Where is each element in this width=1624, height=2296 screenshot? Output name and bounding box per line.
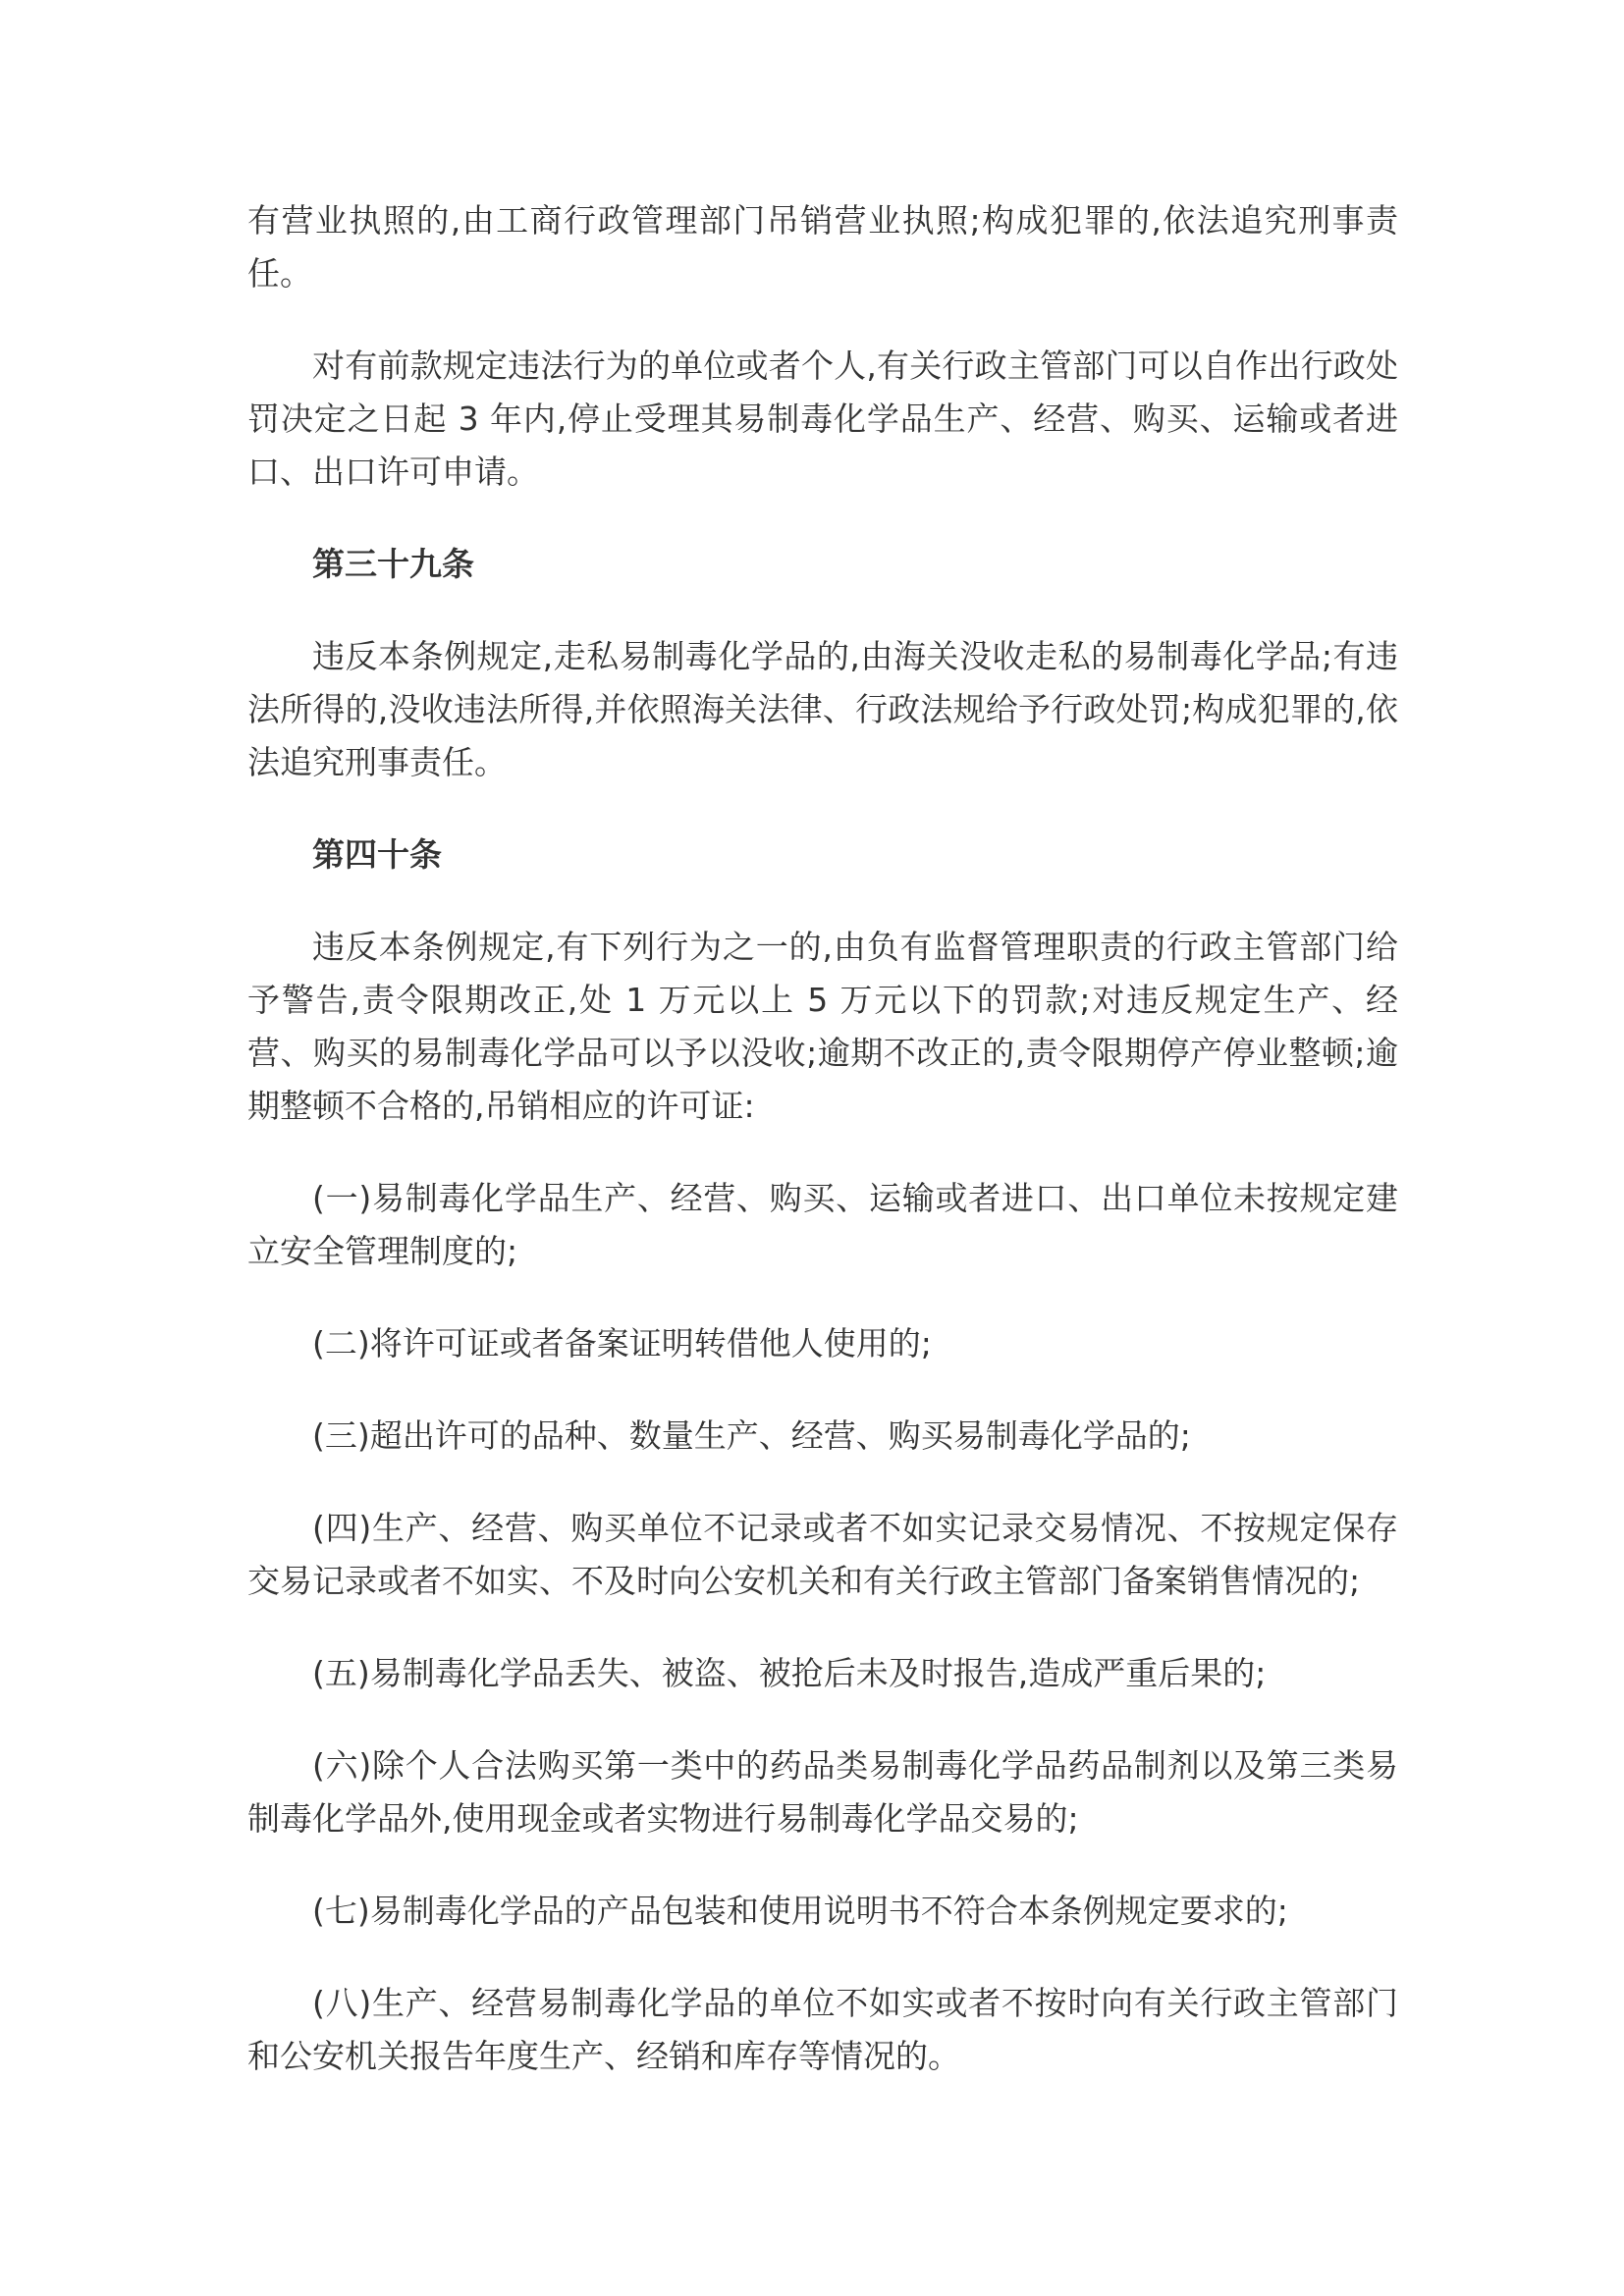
article-40-item-6: (六)除个人合法购买第一类中的药品类易制毒化学品药品制剂以及第三类易制毒化学品外,使用现金或者实物进行易制毒化学品交易的; <box>247 1746 1398 1838</box>
article-40-item-3: (三)超出许可的品种、数量生产、经营、购买易制毒化学品的; <box>312 1416 1191 1455</box>
article-40-item-8: (八)生产、经营易制毒化学品的单位不如实或者不按时向有关行政主管部门和公安机关报告年度生产、经销和库存等情况的。 <box>247 1984 1398 2075</box>
paragraph-continuation: 有营业执照的,由工商行政管理部门吊销营业执照;构成犯罪的,依法追究刑事责任。 <box>247 201 1398 293</box>
article-39-heading: 第三十九条 <box>312 545 474 583</box>
article-40-heading: 第四十条 <box>312 835 442 874</box>
article-40-item-1: (一)易制毒化学品生产、经营、购买、运输或者进口、出口单位未按规定建立安全管理制度的; <box>247 1179 1398 1270</box>
article-40-text: 违反本条例规定,有下列行为之一的,由负有监督管理职责的行政主管部门给予警告,责令限期改正,处 1 万元以上 5 万元以下的罚款;对违反规定生产、经营、购买的易制毒化学品可以予以没收;逾期不改正的,责令限期停产停业整顿;逾期整顿不合格的,吊销相应的许可证: <box>247 928 1398 1125</box>
article-40-item-5: (五)易制毒化学品丢失、被盗、被抢后未及时报告,造成严重后果的; <box>312 1654 1267 1692</box>
document-page <box>247 194 1398 2122</box>
article-40-item-4: (四)生产、经营、购买单位不记录或者不如实记录交易情况、不按规定保存交易记录或者不如实、不及时向公安机关和有关行政主管部门备案销售情况的; <box>247 1509 1398 1600</box>
article-40-item-2: (二)将许可证或者备案证明转借他人使用的; <box>312 1324 932 1362</box>
article-40-item-7: (七)易制毒化学品的产品包装和使用说明书不符合本条例规定要求的; <box>312 1892 1288 1930</box>
article-39-text: 违反本条例规定,走私易制毒化学品的,由海关没收走私的易制毒化学品;有违法所得的,没收违法所得,并依照海关法律、行政法规给予行政处罚;构成犯罪的,依法追究刑事责任。 <box>247 637 1398 781</box>
paragraph-suspension-clause: 对有前款规定违法行为的单位或者个人,有关行政主管部门可以自作出行政处罚决定之日起 3 年内,停止受理其易制毒化学品生产、经营、购买、运输或者进口、出口许可申请。 <box>247 347 1398 491</box>
